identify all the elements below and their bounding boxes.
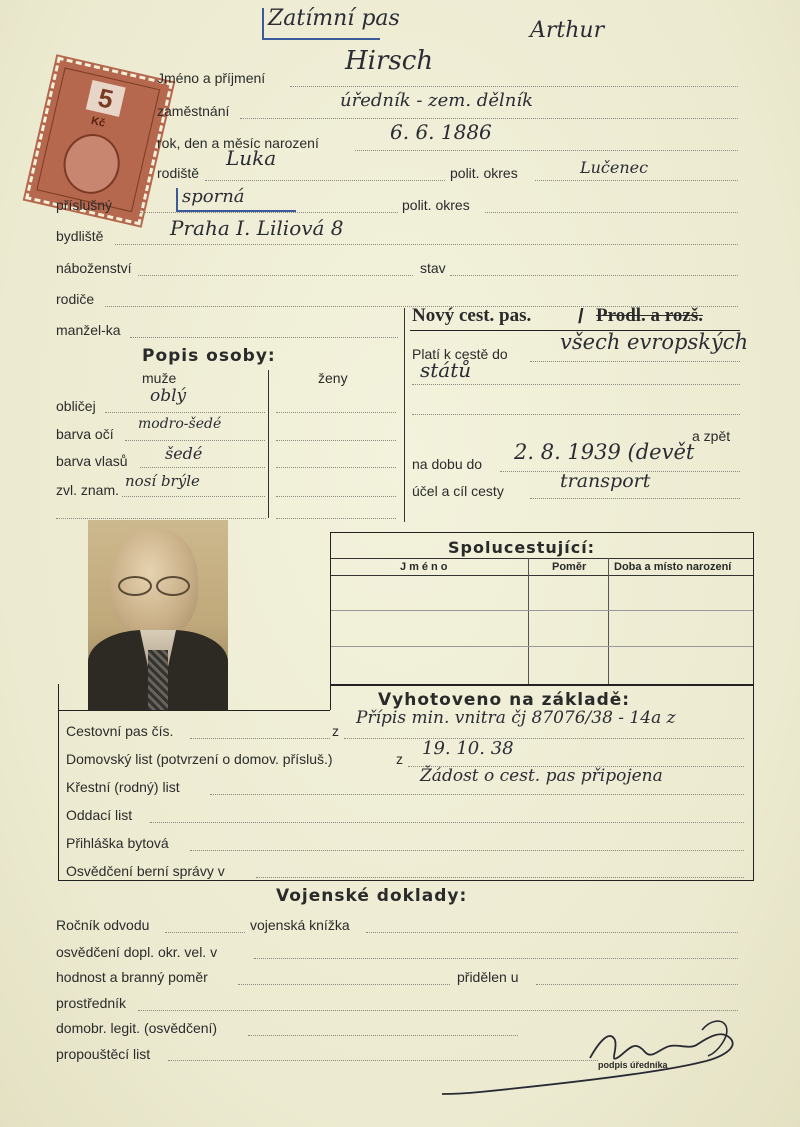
stamp-value: 5 [86, 80, 126, 117]
stamp-currency: Kč [90, 114, 107, 130]
description-hair-line [140, 467, 265, 468]
passport-valid-label: Platí k cestě do [412, 346, 508, 362]
companions-col-birth: Doba a místo narození [614, 561, 732, 573]
doc-type-handwritten: Zatímní pas [268, 6, 400, 31]
birth-value: 6. 6. 1886 [390, 120, 492, 144]
signature-stroke-main [442, 1034, 733, 1094]
basis-passport-line-2 [344, 738, 744, 739]
surname-handwritten: Hirsch [345, 46, 434, 76]
belonging-district-label: polit. okres [402, 197, 470, 213]
companions-row-rule-1 [331, 610, 753, 611]
basis-marriage-line [150, 822, 744, 823]
birth-label: rok, den a měsíc narození [157, 135, 319, 151]
description-marks-line [122, 496, 265, 497]
basis-baptism-value: Žádost o cest. pas připojena [420, 766, 663, 786]
residence-line [115, 244, 738, 245]
passport-title-slash: / [578, 306, 584, 328]
military-year-line [165, 932, 245, 933]
military-intermediary-label: prostředník [56, 995, 127, 1011]
description-divider [268, 370, 269, 518]
basis-domicile-label: Domovský list (potvrzení o domov. přísluš.) [66, 751, 333, 767]
passport-valid-line-3 [412, 414, 740, 415]
religion-line [138, 275, 413, 276]
belonging-value: sporná [182, 186, 245, 207]
given-name-handwritten: Arthur [530, 18, 605, 43]
basis-box-top [330, 684, 753, 685]
military-cert-line [254, 958, 738, 959]
description-extra-line-w [276, 518, 396, 519]
companions-row-rule-2 [331, 646, 753, 647]
description-face-line [105, 412, 265, 413]
spouse-line [130, 337, 398, 338]
passport-valid-value-2: států [420, 358, 472, 382]
occupation-value: úředník - zem. dělník [340, 90, 533, 111]
description-marks-line-w [276, 496, 396, 497]
companions-header-rule [331, 575, 753, 576]
description-eyes-label: barva očí [56, 426, 114, 442]
basis-baptism-label: Křestní (rodný) list [66, 779, 180, 795]
doc-type-bracket [262, 8, 264, 38]
passport-period-value: 2. 8. 1939 (devět [514, 440, 695, 464]
description-hair-line-w [276, 467, 396, 468]
companions-col-divider-1 [528, 558, 529, 684]
passport-purpose-line [530, 498, 740, 499]
military-assigned-line [536, 984, 738, 985]
parents-label: rodiče [56, 291, 95, 307]
birthplace-line [205, 180, 445, 181]
description-eyes-line-w [276, 440, 396, 441]
belonging-bracket [176, 188, 178, 210]
basis-tax-label: Osvědčení berní správy v [66, 863, 225, 879]
basis-passport-from: z [332, 723, 339, 739]
status-label: stav [420, 260, 446, 276]
birthplace-district-line [535, 180, 738, 181]
passport-valid-line [530, 361, 740, 362]
companions-col-relation: Poměr [552, 561, 587, 573]
description-hair-value: šedé [165, 444, 203, 463]
description-women-label: ženy [318, 370, 348, 386]
military-year-label: Ročník odvodu [56, 917, 150, 933]
belonging-line [140, 212, 398, 213]
basis-tax-line [256, 877, 744, 878]
military-title: Vojenské doklady: [276, 886, 468, 906]
description-eyes-value: modro-šedé [138, 416, 222, 432]
belonging-district-line [485, 212, 738, 213]
passport-purpose-value: transport [560, 470, 651, 492]
military-assigned-label: přidělen u [457, 969, 519, 985]
companions-title-rule [331, 558, 753, 559]
basis-passport-value: Přípis min. vnitra čj 87076/38 - 14a z [356, 708, 676, 728]
passport-title-new-text: Nový cest. pas. [412, 305, 532, 326]
birth-line [355, 150, 738, 151]
religion-label: náboženství [56, 260, 132, 276]
portrait-photo [88, 520, 228, 710]
description-face-line-w [276, 412, 396, 413]
birthplace-district-label: polit. okres [450, 165, 518, 181]
basis-passport-line [190, 738, 330, 739]
basis-domicile-value: 19. 10. 38 [422, 738, 514, 759]
description-hair-label: barva vlasů [56, 453, 128, 469]
name-label: Jméno a příjmení [157, 70, 266, 86]
basis-housing-line [190, 850, 744, 851]
military-rank-label: hodnost a branný poměr [56, 969, 208, 985]
passport-title-renew: Prodl. a rozš. [596, 305, 703, 326]
birthplace-label: rodiště [157, 165, 200, 181]
portrait-glass-left [118, 576, 152, 596]
military-book-line [366, 932, 738, 933]
passport-period-label: na dobu do [412, 456, 483, 472]
military-rank-line [238, 984, 450, 985]
birthplace-value: Luka [226, 146, 277, 170]
basis-title: Vyhotoveno na základě: [378, 690, 631, 710]
belonging-label: příslušný [56, 197, 113, 213]
military-legit-label: domobr. legit. (osvědčení) [56, 1020, 218, 1036]
passport-return-label: a zpět [692, 428, 731, 444]
birthplace-district-value: Lučenec [580, 158, 649, 177]
companions-col-divider-2 [608, 558, 609, 684]
description-title: Popis osoby: [142, 346, 276, 366]
military-discharge-label: propouštěcí list [56, 1046, 151, 1062]
status-line [450, 275, 738, 276]
residence-label: bydliště [56, 228, 104, 244]
occupation-label: zaměstnání [157, 103, 230, 119]
spouse-label: manžel-ka [56, 322, 121, 338]
portrait-glass-right [156, 576, 190, 596]
doc-type-underline [262, 38, 380, 40]
military-book-label: vojenská knížka [250, 917, 350, 933]
passport-title-new [412, 305, 531, 327]
passport-purpose-label: účel a cíl cesty [412, 483, 504, 499]
passport-valid-value-1: všech evropských [560, 330, 749, 354]
belonging-underline [176, 210, 296, 212]
description-extra-line [56, 518, 266, 519]
basis-passport-label: Cestovní pas čís. [66, 723, 174, 739]
basis-domicile-from: z [396, 751, 403, 767]
basis-housing-label: Přihláška bytová [66, 835, 169, 851]
passport-box-left [404, 308, 405, 522]
companions-title: Spolucestující: [448, 538, 596, 557]
portrait-glasses [118, 576, 192, 592]
description-face-value: oblý [150, 386, 187, 406]
occupation-line [240, 118, 738, 119]
basis-box-top-left [58, 710, 330, 711]
description-marks-value: nosí brýle [125, 472, 200, 490]
description-face-label: obličej [56, 398, 96, 414]
description-men-label: muže [142, 370, 177, 386]
basis-marriage-label: Oddací list [66, 807, 133, 823]
basis-box-photo-edge [330, 684, 331, 710]
name-line [290, 86, 738, 87]
military-cert-label: osvědčení dopl. okr. vel. v [56, 944, 218, 960]
basis-baptism-line [210, 794, 744, 795]
passport-valid-line-2 [412, 384, 740, 385]
description-eyes-line [125, 440, 265, 441]
companions-col-name: Jméno [400, 561, 451, 573]
signature-caption: podpis úředníka [598, 1060, 668, 1070]
residence-value: Praha I. Liliová 8 [170, 216, 344, 240]
description-marks-label: zvl. znam. [56, 482, 120, 498]
